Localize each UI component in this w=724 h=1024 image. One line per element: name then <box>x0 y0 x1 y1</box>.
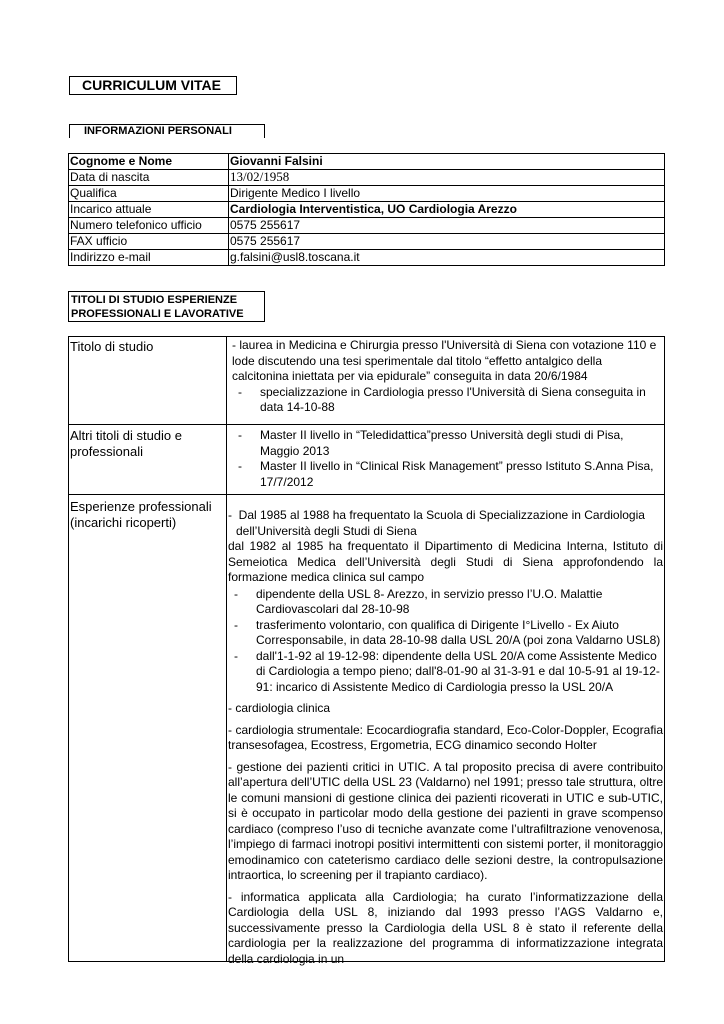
personal-info-table <box>68 153 665 266</box>
table-row <box>69 234 665 250</box>
paragraph: dal 1982 al 1985 ha frequentato il Dipartimento di Medicina Interna, Istituto di Semeiotica Medica dell’Università degli Studi di Siena approfondendo la formazione medica clinica sul campo <box>228 539 663 584</box>
list-item: - laurea in Medicina e Chirurgia presso l'Università di Siena con votazione 110 e lode discutendo una tesi sperimentale dal titolo “effetto antalgico della calcitonina iniettata per via epidurale” conseguita in data 20/6/1984 <box>232 338 657 383</box>
field-value: 0575 255617 <box>229 218 665 234</box>
paragraph: - informatica applicata alla Cardiologia; ha curato l’informatizzazione della Cardiologia della USL 8, iniziando dal 1993 presso l’AGS Valdarno e, successivamente presso la Cardiologia della USL 8 è stato il referente della cardiologia per la realizzazione del programma di informatizzazione integrata della cardiologia in un <box>228 889 663 966</box>
table-row <box>68 336 665 425</box>
dash-bullet: - <box>238 428 242 442</box>
table-row <box>69 202 665 218</box>
dash-bullet: - <box>228 508 239 522</box>
row-content <box>228 508 663 967</box>
paragraph: - cardiologia clinica <box>228 701 331 715</box>
education-experience-table <box>68 336 665 966</box>
row-label: Altri titoli di studio e professionali <box>70 428 182 459</box>
dash-bullet: - <box>234 617 238 632</box>
row-content <box>228 428 660 490</box>
field-value: Giovanni Falsini <box>229 154 665 170</box>
list-item: - dall'1-1-92 al 19-12-98: dipendente della USL 20/A come Assistente Medico di Cardiologia a tempo pieno; dall'8-01-90 al 31-3-91 e dal 10-5-91 al 19-12-91: incarico di Assistente Medico di Cardiologia presso la USL 20/A <box>234 648 660 694</box>
table-row <box>68 424 665 495</box>
dash-bullet: - <box>238 384 242 399</box>
section-title-education-experience <box>68 291 265 322</box>
field-label: Data di nascita <box>69 170 229 186</box>
list-item: - specializzazione in Cardiologia presso l'Università di Siena conseguita in data 14-10-88 <box>238 384 646 414</box>
table-row <box>69 154 665 170</box>
list-item: - trasferimento volontario, con qualifica di Dirigente I°Livello - Ex Aiuto Corresponsabile, in data 28-10-98 dalla USL 20/A (poi zona Valdarno USL8) <box>234 617 661 647</box>
field-label: FAX ufficio <box>69 234 229 250</box>
list-item: - Master II livello in “Teledidattica”presso Università degli studi di Pisa, Maggio 2013 <box>238 428 624 458</box>
field-label: Incarico attuale <box>69 202 229 218</box>
list-item: - dipendente della USL 8- Arezzo, in servizio presso l’U.O. Malattie Cardiovascolari dal 28-10-98 <box>234 586 603 616</box>
row-label: Titolo di studio <box>70 339 154 354</box>
field-label: Cognome e Nome <box>69 154 229 170</box>
table-row <box>68 494 665 966</box>
dash-bullet: - <box>234 586 238 601</box>
table-row <box>69 250 665 266</box>
row-label: Esperienze professionali (incarichi ricoperti) <box>70 499 212 530</box>
field-label: Numero telefonico ufficio <box>69 218 229 234</box>
dash-bullet: - <box>234 648 238 663</box>
table-row <box>69 218 665 234</box>
field-value: 0575 255617 <box>229 234 665 250</box>
dash-bullet: - <box>238 459 242 473</box>
table-row <box>69 170 665 186</box>
field-label: Qualifica <box>69 186 229 202</box>
list-item: - Master II livello in “Clinical Risk Management” presso Istituto S.Anna Pisa, 17/7/2012 <box>238 459 654 489</box>
list-item: - Dal 1985 al 1988 ha frequentato la Scuola di Specializzazione in Cardiologia <box>228 508 645 522</box>
list-item-continuation: dell’Università degli Studi di Siena <box>236 523 417 538</box>
section-title-line: TITOLI DI STUDIO ESPERIENZE <box>71 294 238 306</box>
row-content <box>228 338 660 416</box>
field-value: Cardiologia Interventistica, UO Cardiologia Arezzo <box>229 202 665 218</box>
field-label: Indirizzo e-mail <box>69 250 229 266</box>
section-title-line: PROFESSIONALI E LAVORATIVE <box>71 308 244 320</box>
section-title-personal-info: INFORMAZIONI PERSONALI <box>69 124 265 138</box>
field-value: Dirigente Medico I livello <box>229 186 665 202</box>
field-value: 13/02/1958 <box>229 170 665 186</box>
page-title: CURRICULUM VITAE <box>69 76 237 95</box>
field-value: g.falsini@usl8.toscana.it <box>229 250 665 266</box>
paragraph: - cardiologia strumentale: Ecocardiografia standard, Eco-Color-Doppler, Ecografia transesofagea, Ecostress, Ergometria, ECG dinamico secondo Holter <box>228 722 663 752</box>
paragraph: - gestione dei pazienti critici in UTIC. A tal proposito precisa di avere contribuito all’apertura dell’UTIC della USL 23 (Valdarno) nel 1991; presso tale struttura, oltre le comuni mansioni di gestione clinica dei pazienti ricoverati in UTIC e sub-UTIC, si è occupato in particolar modo della gestione dei pazienti in grave scompenso cardiaco (compreso l’uso di tecniche avanzate come l’ultrafiltrazione venovenosa, l’impiego di farmaci inotropi positivi intermittenti con sistemi porter, il monitoraggio emodinamico con cateterismo cardiaco delle sezioni destre, la contropulsazione intraortica, lo screening per il trapianto cardiaco). <box>228 759 663 882</box>
table-row <box>69 186 665 202</box>
